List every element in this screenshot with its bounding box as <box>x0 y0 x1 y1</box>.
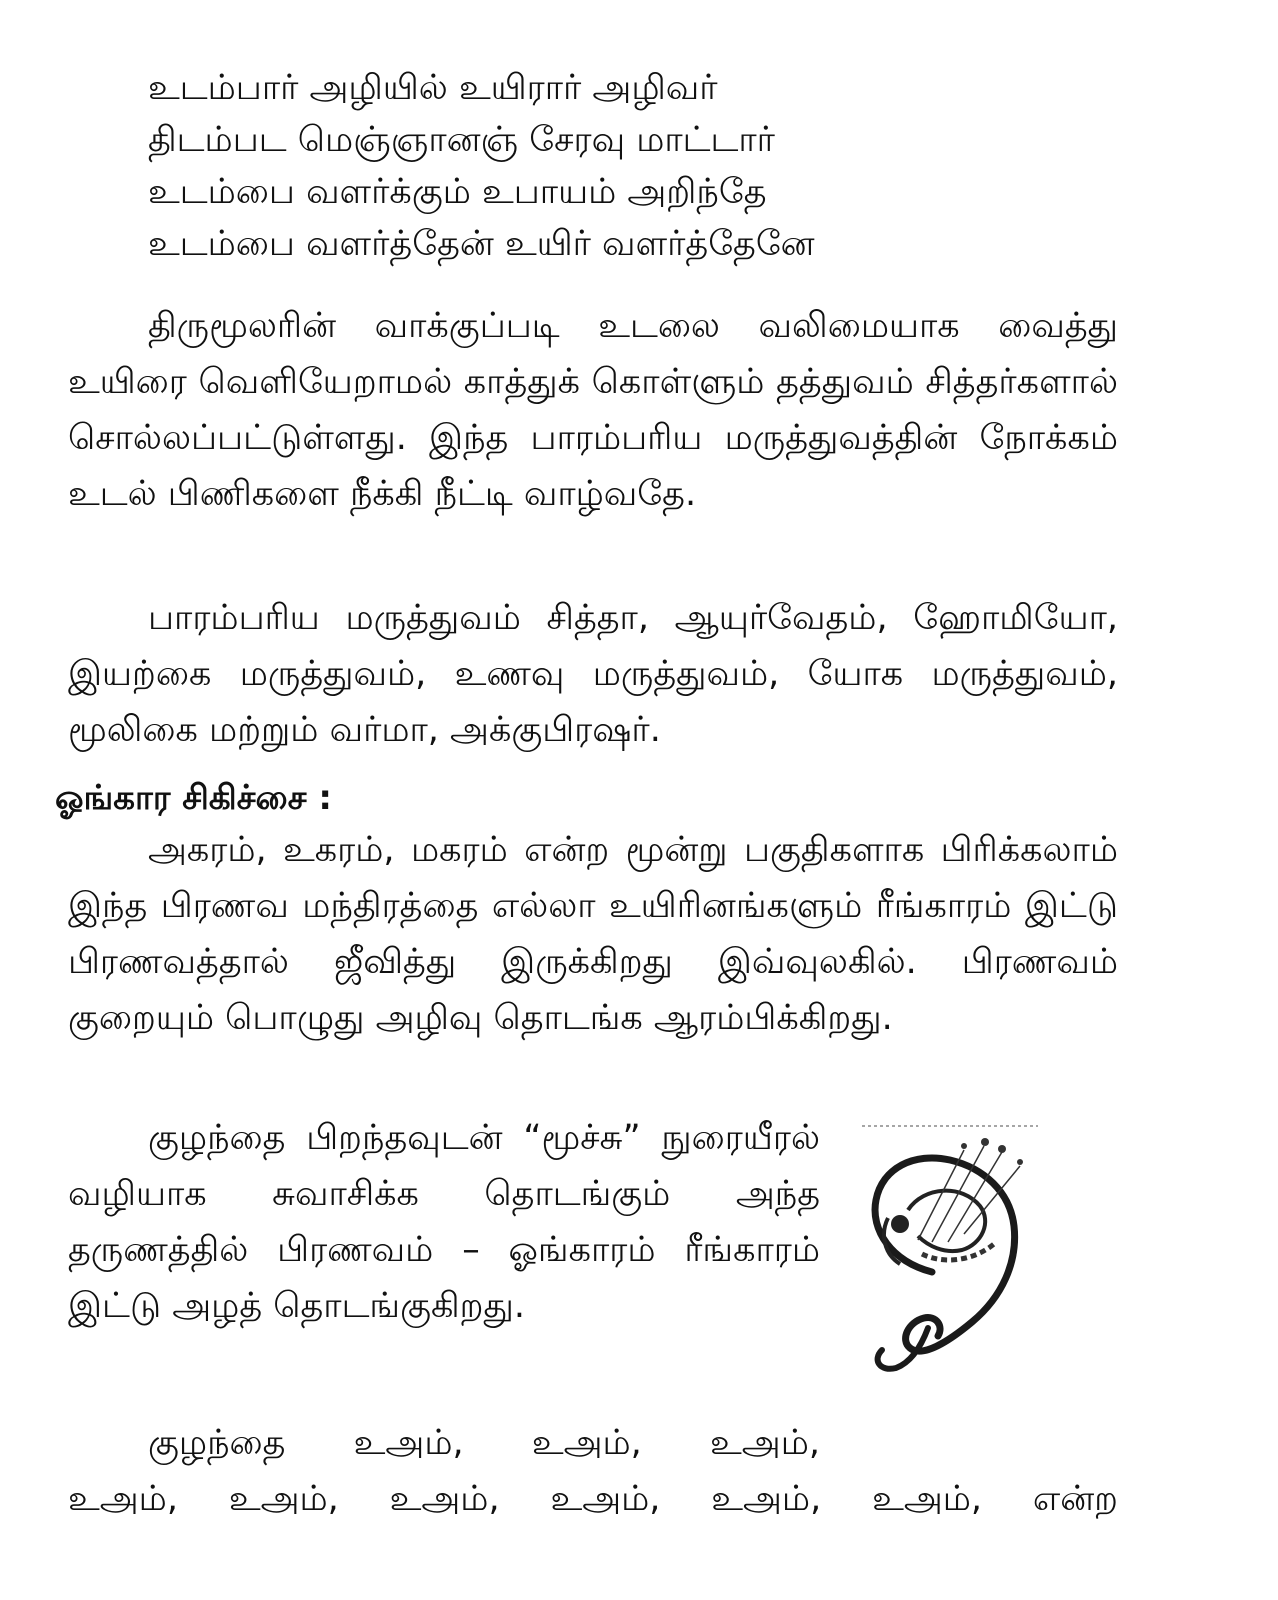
verse-block <box>148 62 1048 270</box>
section-heading: ஓங்கார சிகிச்சை : <box>55 778 332 818</box>
paragraph-uam-line-1: குழந்தை உஅம், உஅம், உஅம், <box>148 1423 820 1463</box>
paragraph-child-breath: குழந்தை பிறந்தவுடன் “மூச்சு” நுரையீரல் வழியாக சுவாசிக்க தொடங்கும் அந்த தருணத்தில் பிரணவம் – ஓங்காரம் ரீங்காரம் இட்டு அழத் தொடங்குகிறது. <box>68 1118 820 1326</box>
paragraph-uam-line-2: உஅம், உஅம், உஅம், உஅம், உஅம், உஅம், என்ற <box>68 1479 1118 1519</box>
verse-line-4: உடம்பை வளர்த்தேன் உயிர் வளர்த்தேனே <box>148 224 815 264</box>
paragraph-traditional-medicine: பாரம்பரிய மருத்துவம் சித்தா, ஆயுர்வேதம், ஹோமியோ, இயற்கை மருத்துவம், உணவு மருத்துவம், யோக மருத்துவம், மூலிகை மற்றும் வர்மா, அக்குபிரஷர். <box>68 598 1118 750</box>
verse-line-1: உடம்பார் அழியில் உயிரார் அழிவர் <box>148 68 718 108</box>
paragraph-thirumoolar: திருமூலரின் வாக்குப்படி உடலை வலிமையாக வைத்து உயிரை வெளியேறாமல் காத்துக் கொள்ளும் தத்துவம் சித்தர்களால் சொல்லப்பட்டுள்ளது. இந்த பாரம்பரிய மருத்துவத்தின் நோக்கம் உடல் பிணிகளை நீக்கி நீட்டி வாழ்வதே. <box>68 306 1118 514</box>
paragraph-pranava: அகரம், உகரம், மகரம் என்ற மூன்று பகுதிகளாக பிரிக்கலாம் இந்த பிரணவ மந்திரத்தை எல்லா உயிரினங்களும் ரீங்காரம் இட்டு பிரணவத்தால் ஜீவித்து இருக்கிறது இவ்வுலகில். பிரணவம் குறையும் பொழுது அழிவு தொடங்க ஆரம்பிக்கிறது. <box>68 830 1118 1038</box>
verse-line-3: உடம்பை வளர்க்கும் உபாயம் அறிந்தே <box>148 172 767 212</box>
verse-line-2: திடம்பட மெஞ்ஞானஞ் சேரவு மாட்டார் <box>148 120 775 160</box>
om-embryo-icon <box>852 1122 1042 1384</box>
